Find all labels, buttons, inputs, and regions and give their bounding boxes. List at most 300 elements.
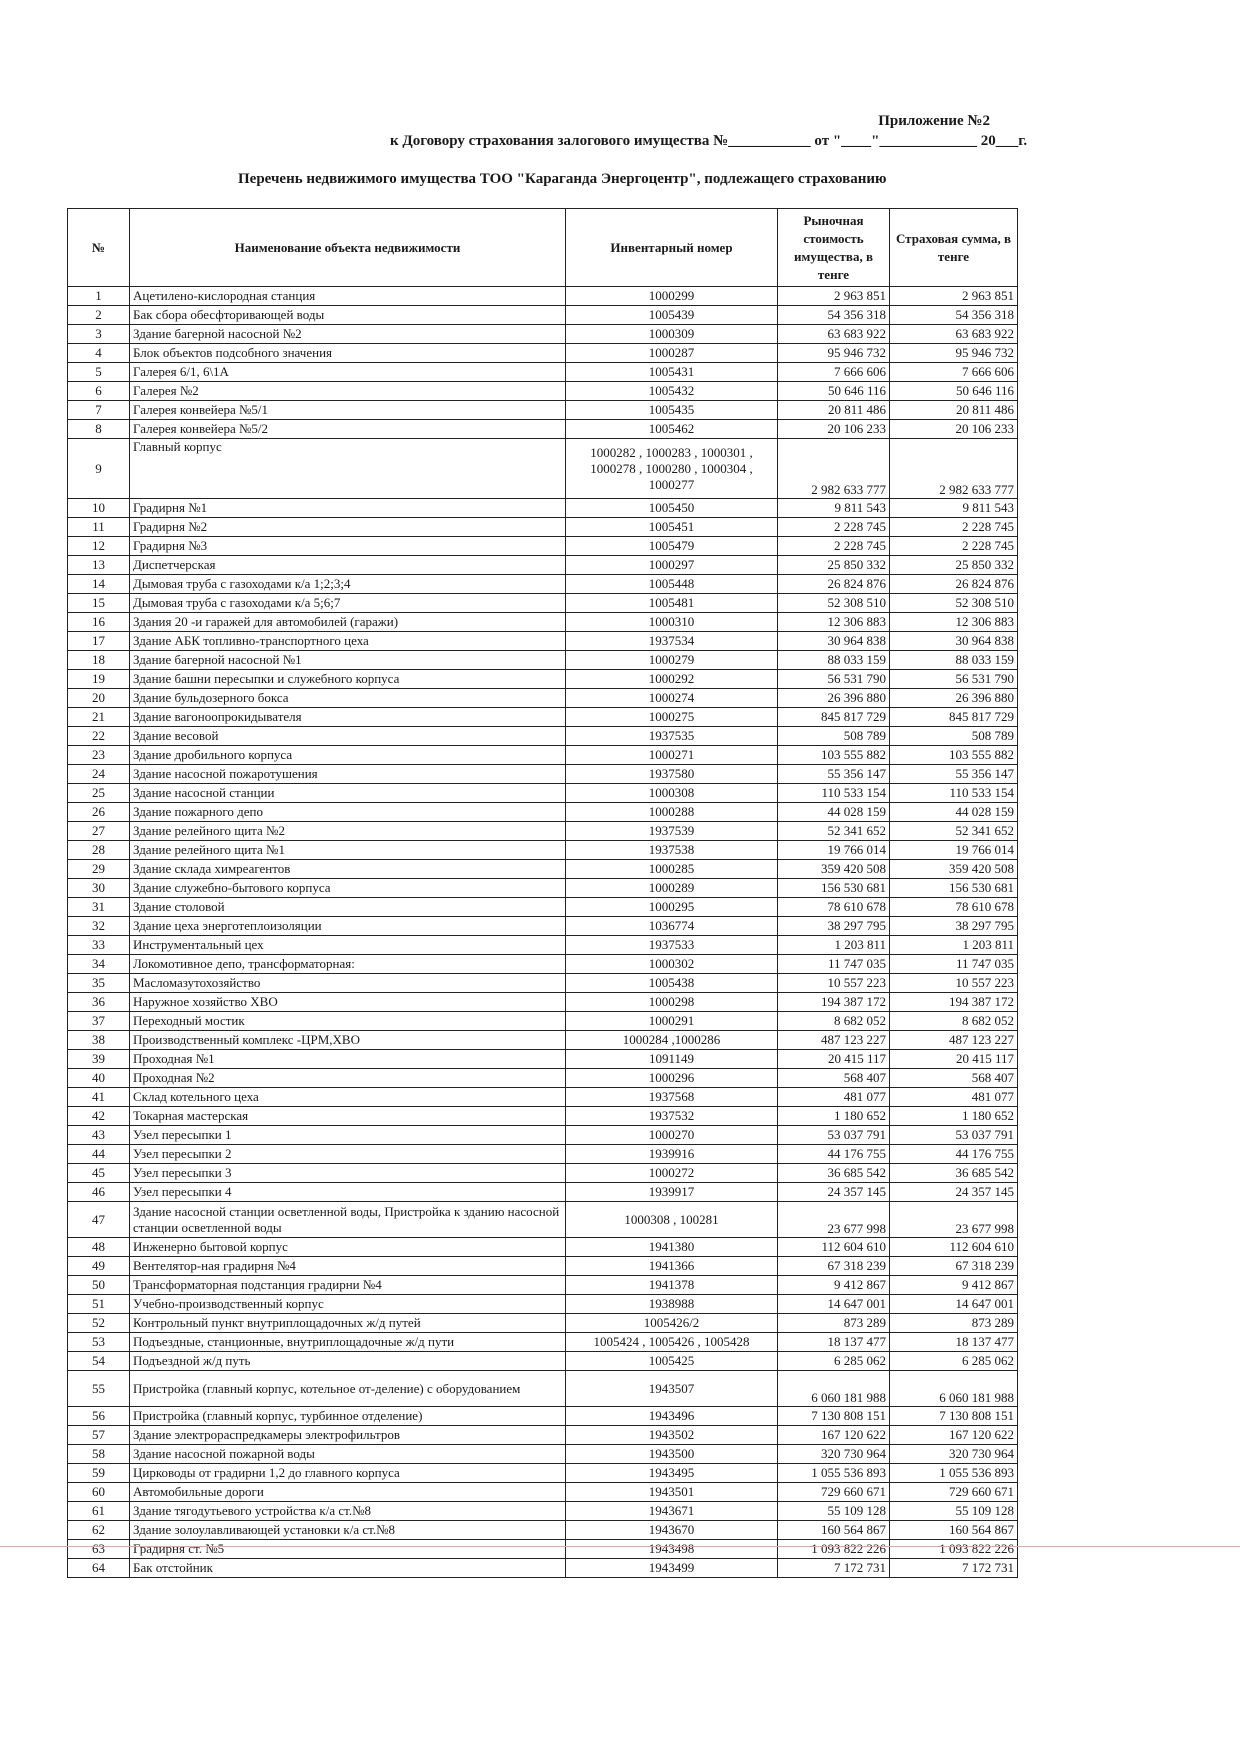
inventory-number: 1005448 xyxy=(566,575,778,594)
insured-sum: 30 964 838 xyxy=(890,632,1018,651)
inventory-number: 1937580 xyxy=(566,765,778,784)
inventory-number: 1000310 xyxy=(566,613,778,632)
table-row xyxy=(68,879,1018,898)
object-name: Контрольный пункт внутриплощадочных ж/д путей xyxy=(130,1314,566,1333)
insured-sum: 110 533 154 xyxy=(890,784,1018,803)
inventory-number: 1943495 xyxy=(566,1464,778,1483)
object-name: Галерея конвейера №5/1 xyxy=(130,401,566,420)
market-value: 67 318 239 xyxy=(778,1257,890,1276)
object-name: Автомобильные дороги xyxy=(130,1483,566,1502)
market-value: 103 555 882 xyxy=(778,746,890,765)
market-value: 359 420 508 xyxy=(778,860,890,879)
market-value: 320 730 964 xyxy=(778,1445,890,1464)
object-name: Здание насосной станции xyxy=(130,784,566,803)
row-number: 60 xyxy=(68,1483,130,1502)
row-number: 43 xyxy=(68,1126,130,1145)
table-row xyxy=(68,1445,1018,1464)
insured-sum: 19 766 014 xyxy=(890,841,1018,860)
inventory-number: 1000289 xyxy=(566,879,778,898)
row-number: 41 xyxy=(68,1088,130,1107)
object-name: Здание багерной насосной №2 xyxy=(130,325,566,344)
object-name: Узел пересыпки 3 xyxy=(130,1164,566,1183)
inventory-number: 1000271 xyxy=(566,746,778,765)
insured-sum: 44 028 159 xyxy=(890,803,1018,822)
table-row xyxy=(68,1088,1018,1107)
market-value: 7 666 606 xyxy=(778,363,890,382)
table-row xyxy=(68,1407,1018,1426)
row-number: 25 xyxy=(68,784,130,803)
object-name: Здание тягодутьевого устройства к/а ст.№8 xyxy=(130,1502,566,1521)
object-name: Главный корпус xyxy=(130,439,566,499)
insured-sum: 1 180 652 xyxy=(890,1107,1018,1126)
inventory-number: 1937532 xyxy=(566,1107,778,1126)
inventory-number: 1943496 xyxy=(566,1407,778,1426)
table-row xyxy=(68,1295,1018,1314)
inventory-number: 1000285 xyxy=(566,860,778,879)
row-number: 16 xyxy=(68,613,130,632)
table-row xyxy=(68,382,1018,401)
inventory-number: 1937535 xyxy=(566,727,778,746)
insured-sum: 54 356 318 xyxy=(890,306,1018,325)
row-number: 1 xyxy=(68,287,130,306)
object-name: Бак отстойник xyxy=(130,1559,566,1578)
inventory-number: 1005462 xyxy=(566,420,778,439)
table-row xyxy=(68,651,1018,670)
market-value: 14 647 001 xyxy=(778,1295,890,1314)
market-value: 6 060 181 988 xyxy=(778,1371,890,1407)
object-name: Узел пересыпки 1 xyxy=(130,1126,566,1145)
market-value: 12 306 883 xyxy=(778,613,890,632)
insured-sum: 7 666 606 xyxy=(890,363,1018,382)
market-value: 10 557 223 xyxy=(778,974,890,993)
table-row xyxy=(68,784,1018,803)
row-number: 56 xyxy=(68,1407,130,1426)
row-number: 31 xyxy=(68,898,130,917)
row-number: 49 xyxy=(68,1257,130,1276)
object-name: Градирня ст. №5 xyxy=(130,1540,566,1559)
market-value: 6 285 062 xyxy=(778,1352,890,1371)
object-name: Здание дробильного корпуса xyxy=(130,746,566,765)
row-number: 54 xyxy=(68,1352,130,1371)
col-header-inventory: Инвентарный номер xyxy=(566,209,778,287)
object-name: Бак сбора обесфторивающей воды xyxy=(130,306,566,325)
table-row xyxy=(68,499,1018,518)
table-row xyxy=(68,363,1018,382)
table-row xyxy=(68,1164,1018,1183)
row-number: 35 xyxy=(68,974,130,993)
insured-sum: 52 308 510 xyxy=(890,594,1018,613)
inventory-number: 1943501 xyxy=(566,1483,778,1502)
market-value: 508 789 xyxy=(778,727,890,746)
table-row xyxy=(68,1031,1018,1050)
table-row xyxy=(68,1521,1018,1540)
market-value: 53 037 791 xyxy=(778,1126,890,1145)
row-number: 21 xyxy=(68,708,130,727)
inventory-number: 1000270 xyxy=(566,1126,778,1145)
table-row xyxy=(68,613,1018,632)
row-number: 28 xyxy=(68,841,130,860)
row-number: 53 xyxy=(68,1333,130,1352)
table-row xyxy=(68,632,1018,651)
object-name: Градирня №1 xyxy=(130,499,566,518)
object-name: Здание электрораспредкамеры электрофильтров xyxy=(130,1426,566,1445)
insured-sum: 95 946 732 xyxy=(890,344,1018,363)
object-name: Градирня №2 xyxy=(130,518,566,537)
inventory-number: 1000308 , 100281 xyxy=(566,1202,778,1238)
market-value: 18 137 477 xyxy=(778,1333,890,1352)
inventory-number: 1943500 xyxy=(566,1445,778,1464)
row-number: 14 xyxy=(68,575,130,594)
inventory-number: 1941380 xyxy=(566,1238,778,1257)
inventory-number: 1943498 xyxy=(566,1540,778,1559)
row-number: 22 xyxy=(68,727,130,746)
market-value: 194 387 172 xyxy=(778,993,890,1012)
table-row xyxy=(68,1202,1018,1238)
inventory-number: 1941366 xyxy=(566,1257,778,1276)
row-number: 46 xyxy=(68,1183,130,1202)
object-name: Здание вагоноопрокидывателя xyxy=(130,708,566,727)
object-name: Подъездные, станционные, внутриплощадочные ж/д пути xyxy=(130,1333,566,1352)
object-name: Здание склада химреагентов xyxy=(130,860,566,879)
market-value: 9 412 867 xyxy=(778,1276,890,1295)
object-name: Инструментальный цех xyxy=(130,936,566,955)
appendix-label: Приложение №2 xyxy=(878,113,990,129)
market-value: 78 610 678 xyxy=(778,898,890,917)
table-row xyxy=(68,822,1018,841)
inventory-number: 1937568 xyxy=(566,1088,778,1107)
insured-sum: 2 982 633 777 xyxy=(890,439,1018,499)
object-name: Дымовая труба с газоходами к/а 5;6;7 xyxy=(130,594,566,613)
table-row xyxy=(68,594,1018,613)
object-name: Здание багерной насосной №1 xyxy=(130,651,566,670)
object-name: Производственный комплекс -ЦРМ,ХВО xyxy=(130,1031,566,1050)
market-value: 481 077 xyxy=(778,1088,890,1107)
market-value: 2 228 745 xyxy=(778,537,890,556)
insured-sum: 320 730 964 xyxy=(890,1445,1018,1464)
row-number: 10 xyxy=(68,499,130,518)
row-number: 23 xyxy=(68,746,130,765)
table-row xyxy=(68,993,1018,1012)
market-value: 95 946 732 xyxy=(778,344,890,363)
object-name: Локомотивное депо, трансформаторная: xyxy=(130,955,566,974)
inventory-number: 1005438 xyxy=(566,974,778,993)
market-value: 1 203 811 xyxy=(778,936,890,955)
row-number: 8 xyxy=(68,420,130,439)
row-number: 29 xyxy=(68,860,130,879)
row-number: 3 xyxy=(68,325,130,344)
inventory-number: 1937533 xyxy=(566,936,778,955)
row-number: 62 xyxy=(68,1521,130,1540)
insured-sum: 8 682 052 xyxy=(890,1012,1018,1031)
row-number: 36 xyxy=(68,993,130,1012)
row-number: 13 xyxy=(68,556,130,575)
row-number: 40 xyxy=(68,1069,130,1088)
col-header-number: № xyxy=(68,209,130,287)
row-number: 63 xyxy=(68,1540,130,1559)
market-value: 8 682 052 xyxy=(778,1012,890,1031)
inventory-number: 1000297 xyxy=(566,556,778,575)
document-title: Перечень недвижимого имущества ТОО "Караганда Энергоцентр", подлежащего страхованию xyxy=(238,171,887,187)
object-name: Здание насосной станции осветленной воды, Пристройка к зданию насосной станции осветленной воды xyxy=(130,1202,566,1238)
row-number: 39 xyxy=(68,1050,130,1069)
property-table xyxy=(67,208,1018,1578)
inventory-number: 1000295 xyxy=(566,898,778,917)
market-value: 2 982 633 777 xyxy=(778,439,890,499)
market-value: 36 685 542 xyxy=(778,1164,890,1183)
row-number: 19 xyxy=(68,670,130,689)
inventory-number: 1005425 xyxy=(566,1352,778,1371)
row-number: 27 xyxy=(68,822,130,841)
market-value: 52 341 652 xyxy=(778,822,890,841)
inventory-number: 1000292 xyxy=(566,670,778,689)
object-name: Учебно-производственный корпус xyxy=(130,1295,566,1314)
insured-sum: 50 646 116 xyxy=(890,382,1018,401)
market-value: 7 130 808 151 xyxy=(778,1407,890,1426)
insured-sum: 12 306 883 xyxy=(890,613,1018,632)
insured-sum: 67 318 239 xyxy=(890,1257,1018,1276)
inventory-number: 1005432 xyxy=(566,382,778,401)
inventory-number: 1943499 xyxy=(566,1559,778,1578)
table-row xyxy=(68,746,1018,765)
inventory-number: 1000272 xyxy=(566,1164,778,1183)
table-row xyxy=(68,1333,1018,1352)
row-number: 47 xyxy=(68,1202,130,1238)
insured-sum: 481 077 xyxy=(890,1088,1018,1107)
object-name: Галерея 6/1, 6\1А xyxy=(130,363,566,382)
row-number: 50 xyxy=(68,1276,130,1295)
inventory-number: 1000296 xyxy=(566,1069,778,1088)
market-value: 873 289 xyxy=(778,1314,890,1333)
market-value: 38 297 795 xyxy=(778,917,890,936)
row-number: 42 xyxy=(68,1107,130,1126)
inventory-number: 1937539 xyxy=(566,822,778,841)
row-number: 38 xyxy=(68,1031,130,1050)
insured-sum: 88 033 159 xyxy=(890,651,1018,670)
table-row xyxy=(68,556,1018,575)
market-value: 88 033 159 xyxy=(778,651,890,670)
object-name: Диспетчерская xyxy=(130,556,566,575)
row-number: 4 xyxy=(68,344,130,363)
row-number: 12 xyxy=(68,537,130,556)
row-number: 33 xyxy=(68,936,130,955)
inventory-number: 1939917 xyxy=(566,1183,778,1202)
inventory-number: 1005435 xyxy=(566,401,778,420)
row-number: 58 xyxy=(68,1445,130,1464)
row-number: 18 xyxy=(68,651,130,670)
row-number: 51 xyxy=(68,1295,130,1314)
market-value: 845 817 729 xyxy=(778,708,890,727)
inventory-number: 1005431 xyxy=(566,363,778,382)
market-value: 24 357 145 xyxy=(778,1183,890,1202)
market-value: 1 093 822 226 xyxy=(778,1540,890,1559)
market-value: 568 407 xyxy=(778,1069,890,1088)
row-number: 34 xyxy=(68,955,130,974)
table-row xyxy=(68,1371,1018,1407)
object-name: Здание столовой xyxy=(130,898,566,917)
table-row xyxy=(68,344,1018,363)
insured-sum: 78 610 678 xyxy=(890,898,1018,917)
table-row xyxy=(68,1426,1018,1445)
insured-sum: 18 137 477 xyxy=(890,1333,1018,1352)
insured-sum: 44 176 755 xyxy=(890,1145,1018,1164)
row-number: 61 xyxy=(68,1502,130,1521)
insured-sum: 25 850 332 xyxy=(890,556,1018,575)
table-row xyxy=(68,955,1018,974)
inventory-number: 1941378 xyxy=(566,1276,778,1295)
insured-sum: 568 407 xyxy=(890,1069,1018,1088)
col-header-insured-sum: Страховая сумма, в тенге xyxy=(890,209,1018,287)
insured-sum: 2 228 745 xyxy=(890,537,1018,556)
object-name: Здание насосной пожарной воды xyxy=(130,1445,566,1464)
inventory-number: 1000274 xyxy=(566,689,778,708)
inventory-number: 1000299 xyxy=(566,287,778,306)
insured-sum: 23 677 998 xyxy=(890,1202,1018,1238)
table-row xyxy=(68,1257,1018,1276)
object-name: Здание АБК топливно-транспортного цеха xyxy=(130,632,566,651)
object-name: Подъездной ж/д путь xyxy=(130,1352,566,1371)
inventory-number: 1937534 xyxy=(566,632,778,651)
table-header-row xyxy=(68,209,1018,287)
insured-sum: 52 341 652 xyxy=(890,822,1018,841)
col-header-market-value: Рыночная стоимость имущества, в тенге xyxy=(778,209,890,287)
object-name: Проходная №1 xyxy=(130,1050,566,1069)
table-row xyxy=(68,1540,1018,1559)
table-row xyxy=(68,518,1018,537)
object-name: Инженерно бытовой корпус xyxy=(130,1238,566,1257)
inventory-number: 1000309 xyxy=(566,325,778,344)
row-number: 20 xyxy=(68,689,130,708)
inventory-number: 1000308 xyxy=(566,784,778,803)
insured-sum: 1 093 822 226 xyxy=(890,1540,1018,1559)
object-name: Здание релейного щита №2 xyxy=(130,822,566,841)
row-number: 32 xyxy=(68,917,130,936)
market-value: 19 766 014 xyxy=(778,841,890,860)
table-row xyxy=(68,287,1018,306)
row-number: 24 xyxy=(68,765,130,784)
market-value: 1 180 652 xyxy=(778,1107,890,1126)
market-value: 7 172 731 xyxy=(778,1559,890,1578)
market-value: 30 964 838 xyxy=(778,632,890,651)
insured-sum: 10 557 223 xyxy=(890,974,1018,993)
market-value: 23 677 998 xyxy=(778,1202,890,1238)
row-number: 9 xyxy=(68,439,130,499)
object-name: Галерея №2 xyxy=(130,382,566,401)
insured-sum: 38 297 795 xyxy=(890,917,1018,936)
table-row xyxy=(68,1352,1018,1371)
inventory-number: 1000288 xyxy=(566,803,778,822)
table-row xyxy=(68,1145,1018,1164)
market-value: 20 106 233 xyxy=(778,420,890,439)
object-name: Здание весовой xyxy=(130,727,566,746)
row-number: 15 xyxy=(68,594,130,613)
insured-sum: 6 285 062 xyxy=(890,1352,1018,1371)
object-name: Градирня №3 xyxy=(130,537,566,556)
row-number: 17 xyxy=(68,632,130,651)
insured-sum: 56 531 790 xyxy=(890,670,1018,689)
table-row xyxy=(68,1559,1018,1578)
row-number: 30 xyxy=(68,879,130,898)
inventory-number: 1000298 xyxy=(566,993,778,1012)
insured-sum: 487 123 227 xyxy=(890,1031,1018,1050)
table-row xyxy=(68,917,1018,936)
table-row xyxy=(68,1183,1018,1202)
insured-sum: 26 396 880 xyxy=(890,689,1018,708)
object-name: Здание бульдозерного бокса xyxy=(130,689,566,708)
market-value: 26 824 876 xyxy=(778,575,890,594)
object-name: Узел пересыпки 2 xyxy=(130,1145,566,1164)
market-value: 20 811 486 xyxy=(778,401,890,420)
inventory-number: 1000302 xyxy=(566,955,778,974)
contract-reference: к Договору страхования залогового имущества №___________ от "____"_____________ 20___г. xyxy=(390,133,1028,149)
insured-sum: 167 120 622 xyxy=(890,1426,1018,1445)
object-name: Токарная мастерская xyxy=(130,1107,566,1126)
insured-sum: 7 172 731 xyxy=(890,1559,1018,1578)
insured-sum: 1 203 811 xyxy=(890,936,1018,955)
table-row xyxy=(68,1276,1018,1295)
market-value: 729 660 671 xyxy=(778,1483,890,1502)
object-name: Трансформаторная подстанция градирни №4 xyxy=(130,1276,566,1295)
insured-sum: 53 037 791 xyxy=(890,1126,1018,1145)
insured-sum: 845 817 729 xyxy=(890,708,1018,727)
row-number: 11 xyxy=(68,518,130,537)
market-value: 160 564 867 xyxy=(778,1521,890,1540)
insured-sum: 729 660 671 xyxy=(890,1483,1018,1502)
inventory-number: 1005450 xyxy=(566,499,778,518)
insured-sum: 873 289 xyxy=(890,1314,1018,1333)
table-row xyxy=(68,325,1018,344)
inventory-number: 1005451 xyxy=(566,518,778,537)
row-number: 59 xyxy=(68,1464,130,1483)
object-name: Здание служебно-бытового корпуса xyxy=(130,879,566,898)
object-name: Здание золоулавливающей установки к/а ст.№8 xyxy=(130,1521,566,1540)
inventory-number: 1943670 xyxy=(566,1521,778,1540)
insured-sum: 20 811 486 xyxy=(890,401,1018,420)
market-value: 55 109 128 xyxy=(778,1502,890,1521)
object-name: Дымовая труба с газоходами к/а 1;2;3;4 xyxy=(130,575,566,594)
table-row xyxy=(68,537,1018,556)
inventory-number: 1943502 xyxy=(566,1426,778,1445)
insured-sum: 2 963 851 xyxy=(890,287,1018,306)
market-value: 2 963 851 xyxy=(778,287,890,306)
market-value: 25 850 332 xyxy=(778,556,890,575)
inventory-number: 1036774 xyxy=(566,917,778,936)
insured-sum: 2 228 745 xyxy=(890,518,1018,537)
insured-sum: 6 060 181 988 xyxy=(890,1371,1018,1407)
market-value: 9 811 543 xyxy=(778,499,890,518)
inventory-number: 1005426/2 xyxy=(566,1314,778,1333)
insured-sum: 194 387 172 xyxy=(890,993,1018,1012)
object-name: Галерея конвейера №5/2 xyxy=(130,420,566,439)
market-value: 55 356 147 xyxy=(778,765,890,784)
table-body xyxy=(68,287,1018,1578)
object-name: Переходный мостик xyxy=(130,1012,566,1031)
inventory-number: 1005481 xyxy=(566,594,778,613)
market-value: 167 120 622 xyxy=(778,1426,890,1445)
inventory-number: 1005439 xyxy=(566,306,778,325)
table-row xyxy=(68,898,1018,917)
row-number: 45 xyxy=(68,1164,130,1183)
market-value: 26 396 880 xyxy=(778,689,890,708)
row-number: 52 xyxy=(68,1314,130,1333)
row-number: 44 xyxy=(68,1145,130,1164)
inventory-number: 1091149 xyxy=(566,1050,778,1069)
inventory-number: 1000284 ,1000286 xyxy=(566,1031,778,1050)
inventory-number: 1938988 xyxy=(566,1295,778,1314)
insured-sum: 7 130 808 151 xyxy=(890,1407,1018,1426)
table-row xyxy=(68,860,1018,879)
insured-sum: 508 789 xyxy=(890,727,1018,746)
insured-sum: 26 824 876 xyxy=(890,575,1018,594)
